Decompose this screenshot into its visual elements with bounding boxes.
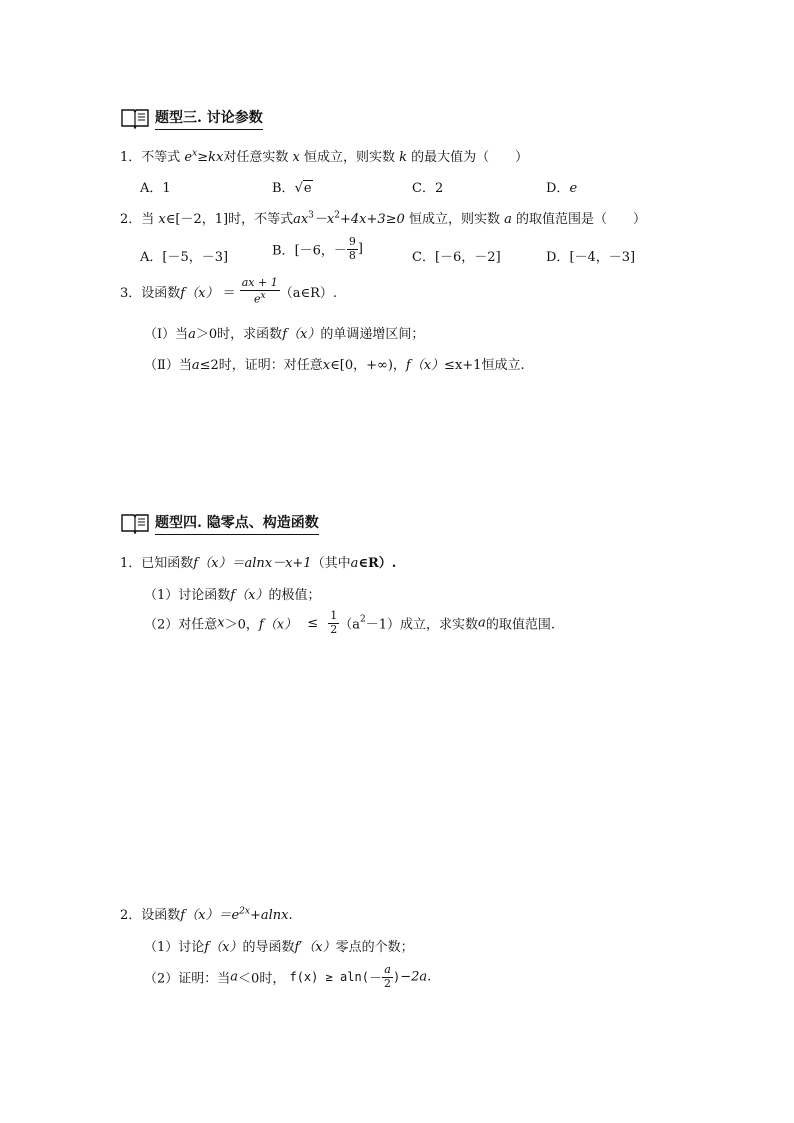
book-icon — [120, 512, 150, 534]
question-number: 2． — [120, 908, 142, 923]
book-icon — [120, 107, 150, 129]
option-d: D．e — [546, 181, 578, 196]
question-s4-q2-part1: （1）讨论f（x）的导函数f′（x）零点的个数； — [144, 940, 414, 955]
section-title-4: 题型四. 隐零点、构造函数 — [155, 512, 319, 535]
section-title-3: 题型三. 讨论参数 — [155, 107, 263, 130]
math-e: e — [184, 150, 193, 165]
option-b: B．[－6，－ $\frac{9}{8}$ ] — [272, 235, 363, 262]
question-s4-q2: 2．设函数$f(x)=e^{2x}+alnx$. — [120, 906, 293, 923]
stem-text: 对任意实数 — [223, 150, 289, 165]
question-s3-q1 — [120, 146, 528, 165]
option-a: A．1 — [140, 181, 171, 196]
question-s4-q1-part2: （2）对任意x＞0，f（x） ≤ $\frac{1}{2}$ $(a^2-1)$成立，求实数a的取值范围. — [144, 609, 555, 636]
option-a: A．[－5，－3] — [140, 250, 229, 265]
question-number: 1． — [120, 150, 142, 165]
question-number: 3． — [120, 285, 142, 301]
math-rel: ≥kx — [197, 150, 224, 165]
question-s3-q3-part1: （Ⅰ）当a＞0时，求函数f（x）的单调递增区间； — [144, 327, 425, 342]
question-s4-q2-part2: （2）证明：当a＜0时， f(x) ≥ aln(－ $\frac{a}{2}$ )−2a. — [144, 963, 432, 990]
question-s4-q1-part1: （1）讨论函数f（x）的极值； — [144, 588, 321, 603]
question-number: 1． — [120, 556, 142, 571]
fraction: $\frac{1}{2}$ — [330, 609, 338, 636]
math-var-x: x — [292, 150, 300, 165]
stem-text: 恒成立，则实数 — [303, 150, 395, 165]
question-s4-q1: 1．已知函数f（x）＝alnx－x+1（其中a∈R）. — [120, 556, 397, 571]
question-s3-q2: 2．当 x∈[－2，1]时，不等式$ax^3-x^2+4x+3\ge 0$ 恒成立，则实数 a 的取值范围是（ ） — [120, 210, 647, 227]
stem-text: 的最大值为（ ） — [411, 150, 529, 165]
option-b: B．√e — [272, 181, 312, 196]
option-c: C．2 — [412, 181, 444, 196]
fraction: $\frac{ax + 1}{e^x}$ — [241, 276, 278, 306]
question-number: 2． — [120, 212, 142, 227]
stem-text: 不等式 — [141, 150, 185, 165]
math-sup: x — [192, 148, 198, 159]
sqrt-symbol: √e — [294, 181, 312, 196]
option-c: C．[－6，－2] — [412, 250, 501, 265]
fraction: $\frac{a}{2}$ — [383, 963, 391, 990]
question-s3-q3-part2: （Ⅱ）当a≤2时，证明：对任意x∈[0，+∞)，f（x）≤x+1恒成立. — [144, 358, 525, 373]
fraction: $\frac{9}{8}$ — [348, 235, 356, 262]
math-var-k: k — [399, 150, 407, 165]
question-s3-q3: 3．设函数f（x） ＝ $\frac{ax + 1}{e^x}$ （a∈R）. — [120, 276, 338, 306]
option-d: D．[－4，－3] — [546, 250, 636, 265]
